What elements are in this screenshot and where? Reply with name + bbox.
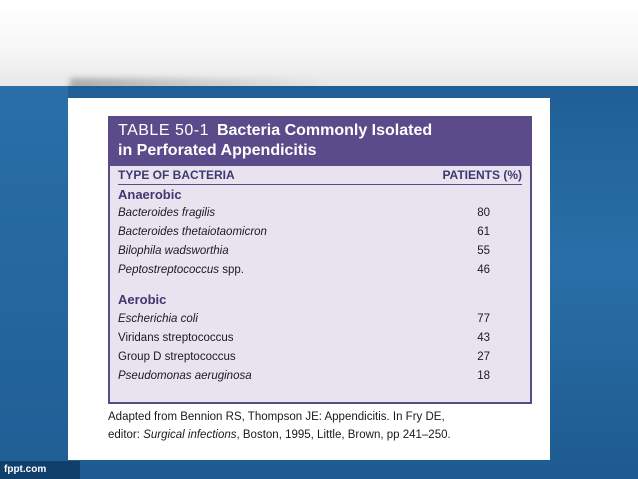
table-row-value: 27	[477, 351, 490, 363]
source-book-title: Surgical infections	[143, 429, 237, 441]
source-line2	[108, 426, 538, 444]
bacteria-table	[108, 116, 532, 404]
table-row-label: Bacteroides fragilis	[118, 207, 216, 219]
source-line2-suffix: , Boston, 1995, Little, Brown, pp 241–250.	[236, 429, 451, 441]
source-citation	[108, 408, 538, 444]
table-row-label: Bacteroides thetaiotaomicron	[118, 226, 267, 238]
column-header-patients: PATIENTS (%)	[442, 168, 522, 182]
row-label-genus: Peptostreptococcus	[118, 264, 220, 276]
table-row-value: 18	[477, 370, 490, 382]
table-row-label: Pseudomonas aeruginosa	[118, 370, 252, 382]
table-row-label: Escherichia coli	[118, 313, 198, 325]
table-row-value: 80	[477, 207, 490, 219]
table-row-value: 46	[477, 264, 490, 276]
top-band	[0, 0, 638, 86]
source-line1: Adapted from Bennion RS, Thompson JE: Appendicitis. In Fry DE,	[108, 411, 445, 423]
row-label-suffix: spp.	[219, 264, 244, 276]
table-title-part2: in Perforated Appendicitis	[118, 142, 317, 159]
table-title-bar	[110, 118, 530, 166]
table-row-value: 61	[477, 226, 490, 238]
table-row-label: Group D streptococcus	[118, 351, 236, 363]
section-title-aerobic: Aerobic	[118, 292, 167, 307]
table-title-line1	[118, 122, 432, 140]
table-title-part1: Bacteria Commonly Isolated	[216, 122, 433, 139]
table-row-value: 77	[477, 313, 490, 325]
table-row-label-peptostreptococcus	[118, 264, 244, 276]
table-row-value: 43	[477, 332, 490, 344]
header-rule	[118, 184, 522, 185]
table-row-label: Bilophila wadsworthia	[118, 245, 229, 257]
left-strip	[0, 86, 68, 461]
footer-brand: fppt.com	[4, 464, 47, 475]
table-row-label: Viridans streptococcus	[118, 332, 234, 344]
table-row-value: 55	[477, 245, 490, 257]
section-title-anaerobic: Anaerobic	[118, 187, 182, 202]
column-header-type: TYPE OF BACTERIA	[118, 168, 235, 182]
table-number: TABLE 50-1	[118, 122, 209, 139]
table-body	[110, 166, 530, 402]
source-line2-prefix: editor:	[108, 429, 144, 441]
